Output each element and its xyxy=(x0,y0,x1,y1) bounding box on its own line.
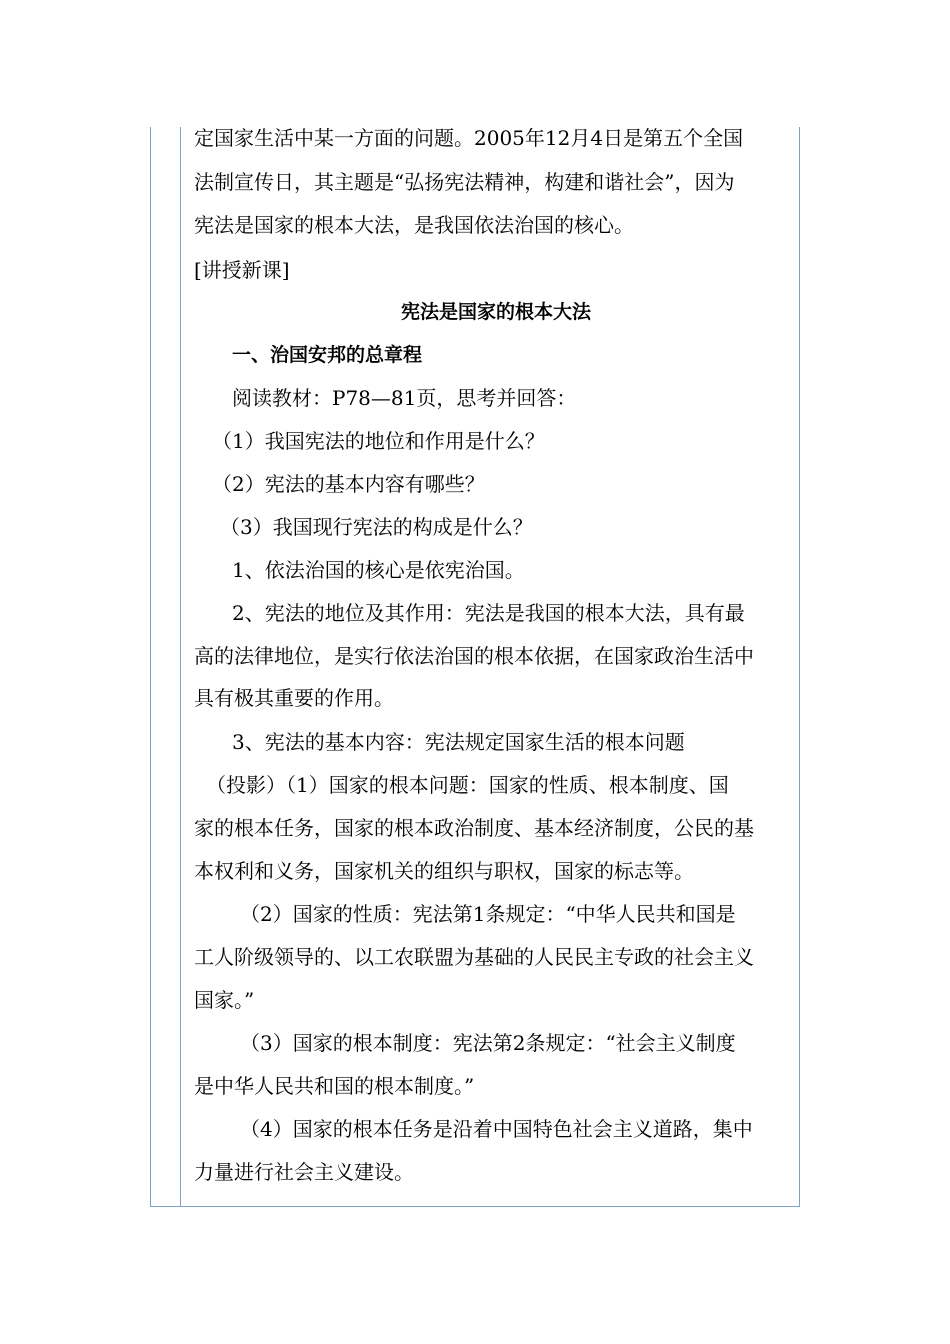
paragraph-line: 法制宣传日，其主题是“弘扬宪法精神，构建和谐社会”，因为 xyxy=(194,170,735,194)
paragraph-line: （4）国家的根本任务是沿着中国特色社会主义道路，集中 xyxy=(240,1117,753,1141)
paragraph-line: 定国家生活中某一方面的问题。2005年12月4日是第五个全国 xyxy=(194,126,744,150)
question-item: （2）宪法的基本内容有哪些？ xyxy=(212,472,485,496)
paragraph-line: 具有极其重要的作用。 xyxy=(194,686,394,710)
section-tag: [讲授新课] xyxy=(194,258,290,282)
paragraph-line: （3）国家的根本制度：宪法第2条规定：“社会主义制度 xyxy=(240,1031,736,1055)
paragraph-line: 本权利和义务，国家机关的组织与职权，国家的标志等。 xyxy=(194,859,694,883)
paragraph-line: （2）国家的性质：宪法第1条规定：“中华人民共和国是 xyxy=(240,902,736,926)
table-column-divider xyxy=(180,127,181,1207)
lesson-title: 宪法是国家的根本大法 xyxy=(400,301,591,323)
paragraph-line: 2、宪法的地位及其作用：宪法是我国的根本大法，具有最 xyxy=(232,601,745,625)
paragraph-line: 是中华人民共和国的根本制度。” xyxy=(194,1074,475,1098)
question-item: （3）我国现行宪法的构成是什么？ xyxy=(220,515,533,539)
paragraph-line: 高的法律地位，是实行依法治国的根本依据，在国家政治生活中 xyxy=(194,644,754,668)
paragraph-line: 宪法是国家的根本大法，是我国依法治国的核心。 xyxy=(194,213,634,237)
paragraph-line: 国家。” xyxy=(194,988,255,1012)
paragraph-line: 工人阶级领导的、以工农联盟为基础的人民民主专政的社会主义 xyxy=(194,945,754,969)
question-item: （1）我国宪法的地位和作用是什么？ xyxy=(212,429,545,453)
paragraph-line: 1、依法治国的核心是依宪治国。 xyxy=(232,558,525,582)
section-heading: 一、治国安邦的总章程 xyxy=(232,344,423,366)
paragraph-line: 力量进行社会主义建设。 xyxy=(194,1160,414,1184)
paragraph-line: 家的根本任务，国家的根本政治制度、基本经济制度，公民的基 xyxy=(194,816,754,840)
reading-instruction: 阅读教材：P78—81页，思考并回答： xyxy=(232,386,577,410)
paragraph-line: 3、宪法的基本内容：宪法规定国家生活的根本问题 xyxy=(232,730,685,754)
paragraph-line: （投影）（1）国家的根本问题：国家的性质、根本制度、国 xyxy=(206,773,729,797)
